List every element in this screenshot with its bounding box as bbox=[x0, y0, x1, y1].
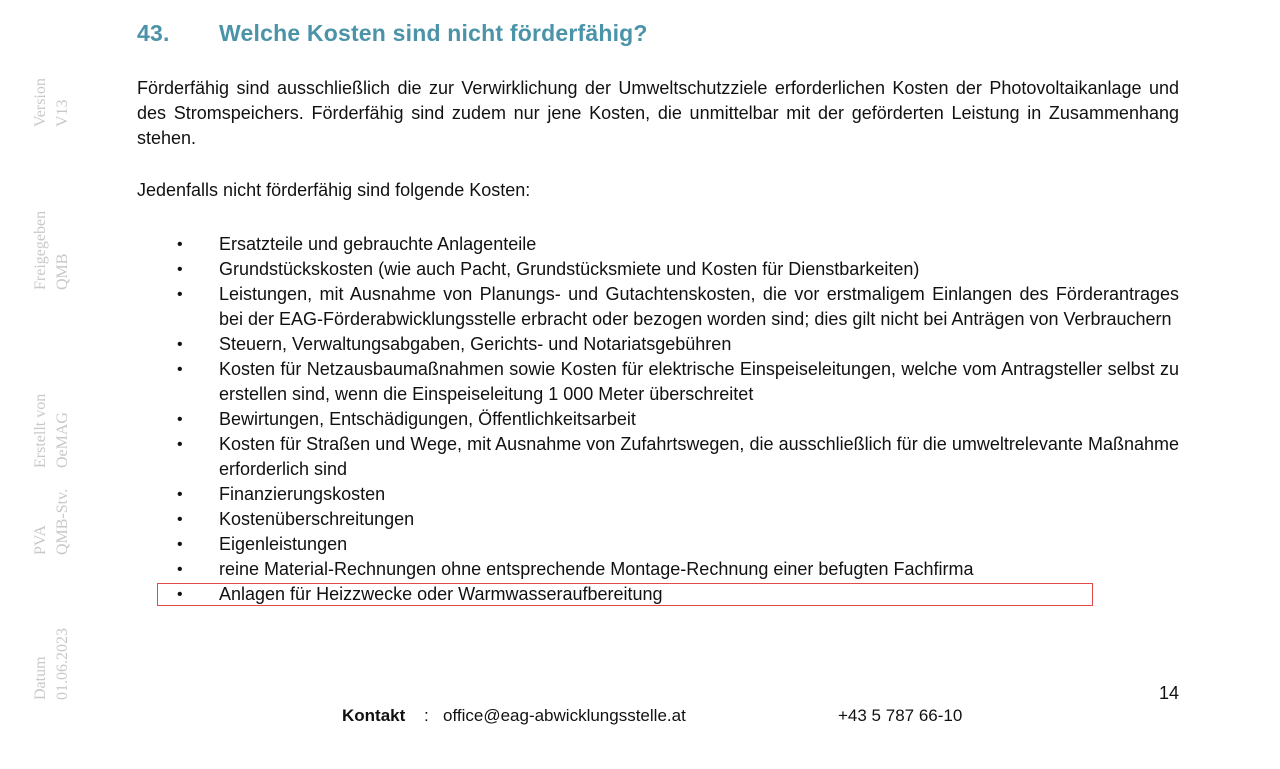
footer-separator: : bbox=[424, 706, 429, 725]
bullet-icon: • bbox=[177, 561, 183, 578]
bullet-icon: • bbox=[177, 411, 183, 428]
list-item bbox=[137, 232, 1179, 257]
meta-date bbox=[30, 560, 74, 700]
meta-approved-label: Freigegeben bbox=[32, 210, 49, 290]
meta-approved bbox=[30, 150, 74, 290]
bullet-icon: • bbox=[177, 336, 183, 353]
footer-email-link[interactable]: office@eag-abwicklungsstelle.at bbox=[443, 706, 686, 725]
meta-pva-value: QMB-Stv. bbox=[54, 488, 71, 555]
list-item bbox=[137, 332, 1179, 357]
list-item bbox=[137, 582, 1179, 607]
list-item bbox=[137, 532, 1179, 557]
bullet-icon: • bbox=[177, 486, 183, 503]
list-item-text: Ersatzteile und gebrauchte Anlagenteile bbox=[219, 234, 537, 254]
footer-contact-label: Kontakt bbox=[342, 706, 406, 725]
bullet-icon: • bbox=[177, 286, 183, 303]
list-item-text: Leistungen, mit Ausnahme von Planungs- und Gutachtenskosten, die vor erstmaligem Einlangen des Förderantrages bei der EAG-Förderabwicklungsstelle erbracht oder bezogen worden sind; dies gilt nicht bei Anträgen von Verbrauchern bbox=[219, 284, 1179, 329]
meta-approved-value: QMB bbox=[54, 253, 71, 290]
meta-date-label: Datum bbox=[32, 656, 49, 700]
list-lead: Jedenfalls nicht förderfähig sind folgende Kosten: bbox=[137, 180, 531, 200]
list-item-text: Kosten für Netzausbaumaßnahmen sowie Kosten für elektrische Einspeiseleitungen, welche vom Antragsteller selbst zu erstellen sind, wenn die Einspeiseleitung 1 000 Meter überschreitet bbox=[219, 359, 1179, 404]
bullet-icon: • bbox=[177, 586, 183, 603]
list-item-text: reine Material-Rechnungen ohne entsprechende Montage-Rechnung einer befugten Fachfirma bbox=[219, 559, 974, 579]
list-item bbox=[137, 357, 1179, 407]
list-item bbox=[137, 482, 1179, 507]
list-item-text: Kosten für Straßen und Wege, mit Ausnahme von Zufahrtswegen, die ausschließlich für die umweltrelevante Maßnahme erforderlich sind bbox=[219, 434, 1179, 479]
list-item-text: Grundstückskosten (wie auch Pacht, Grundstücksmiete und Kosten für Dienstbarkeiten) bbox=[219, 259, 920, 279]
document-meta-sidebar bbox=[0, 0, 100, 769]
bullet-icon: • bbox=[177, 436, 183, 453]
intro-paragraph: Förderfähig sind ausschließlich die zur Verwirklichung der Umweltschutzziele erforderlichen Kosten der Photovoltaikanlage und des Stromspeichers. Förderfähig sind zudem nur jene Kosten, die unmittelbar mit der geförderten Leistung in Zusammenhang stehen. bbox=[137, 78, 1179, 148]
bullet-icon: • bbox=[177, 236, 183, 253]
list-item bbox=[137, 257, 1179, 282]
meta-version-label: Version bbox=[32, 78, 49, 127]
list-item-text: Finanzierungskosten bbox=[219, 484, 386, 504]
section-title: Welche Kosten sind nicht förderfähig? bbox=[219, 20, 648, 46]
meta-version bbox=[30, 0, 74, 127]
list-item-text: Steuern, Verwaltungsabgaben, Gerichts- und Notariatsgebühren bbox=[219, 334, 732, 354]
meta-pva bbox=[30, 415, 74, 555]
bullet-icon: • bbox=[177, 361, 183, 378]
list-item-text: Kostenüberschreitungen bbox=[219, 509, 415, 529]
meta-version-value: V13 bbox=[54, 99, 71, 127]
bullet-icon: • bbox=[177, 511, 183, 528]
meta-date-value: 01.06.2023 bbox=[54, 628, 71, 700]
meta-created-by-label: Erstellt von bbox=[32, 393, 49, 468]
section-heading bbox=[137, 20, 648, 47]
list-item bbox=[137, 507, 1179, 532]
list-item-text: Eigenleistungen bbox=[219, 534, 348, 554]
bullet-icon: • bbox=[177, 536, 183, 553]
list-item bbox=[137, 407, 1179, 432]
list-item-text: Bewirtungen, Entschädigungen, Öffentlichkeitsarbeit bbox=[219, 409, 636, 429]
excluded-costs-list bbox=[137, 232, 1179, 607]
list-item bbox=[137, 432, 1179, 482]
page-number: 14 bbox=[1158, 683, 1179, 703]
meta-pva-label: PVA bbox=[32, 525, 49, 555]
section-number: 43. bbox=[137, 20, 170, 46]
meta-created-by-value: OeMAG bbox=[54, 412, 71, 468]
bullet-icon: • bbox=[177, 261, 183, 278]
footer-phone: +43 5 787 66-10 bbox=[838, 706, 963, 725]
list-item-text: Anlagen für Heizzwecke oder Warmwasseraufbereitung bbox=[219, 584, 663, 604]
list-item bbox=[137, 282, 1179, 332]
list-item-highlighted bbox=[137, 557, 1179, 582]
